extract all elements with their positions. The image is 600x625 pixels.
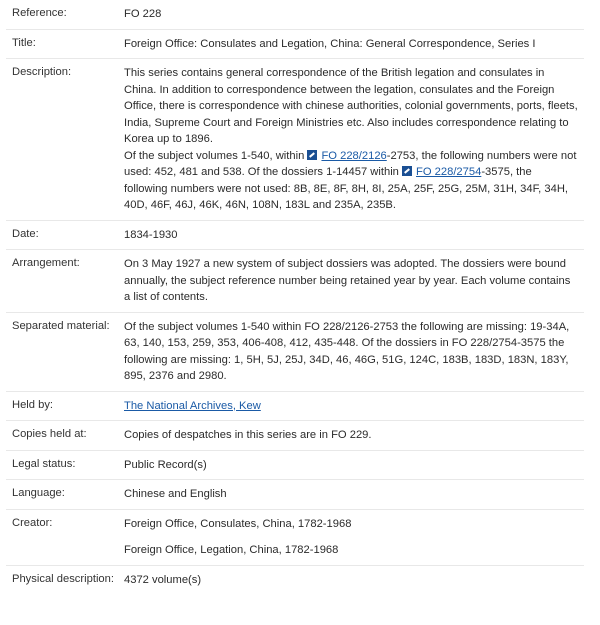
row-title [6, 30, 584, 60]
description-text-a: Of the subject volumes 1-540, within [124, 149, 308, 162]
row-held-by [6, 392, 584, 422]
description-paragraph-1: This series contains general correspondence of the British legation and consulates in China. In addition to correspondence between the legation, consulates and the Foreign Office, there is correspondence with chinese authorities, colonial governments, ports, fleets, India, Supreme Court and Foreign Ministries etc. Also includes correspondence relating to Korea up to 1896. [124, 67, 578, 145]
row-creator [6, 510, 584, 566]
creator-value-1: Foreign Office, Consulates, China, 1782-1968 [124, 517, 352, 530]
creator-value-2: Foreign Office, Legation, China, 1782-1968 [124, 544, 339, 556]
title-label: Title: [12, 36, 36, 49]
copies-held-value: Copies of despatches in this series are in FO 229. [124, 429, 372, 441]
copies-held-label: Copies held at: [12, 428, 87, 440]
arrangement-value: On 3 May 1927 a new system of subject dossiers was adopted. The dossiers were bound annually, the subject reference number being retained year by year. Each volume contains a list of contents. [124, 258, 571, 303]
row-separated-material [6, 313, 584, 392]
external-link-icon [402, 166, 412, 176]
row-arrangement [6, 250, 584, 313]
row-language [6, 480, 584, 510]
description-label: Description: [12, 66, 72, 78]
row-copies-held-at [6, 421, 584, 451]
date-value: 1834-1930 [124, 228, 178, 241]
row-physical-description [6, 566, 584, 595]
record-details-table [6, 0, 584, 594]
description-value [118, 59, 584, 220]
date-label: Date: [12, 227, 39, 240]
held-by-label: Held by: [12, 398, 54, 411]
external-link-icon [307, 150, 317, 160]
title-value: Foreign Office: Consulates and Legation, China: General Correspondence, Series I [124, 37, 536, 50]
physical-description-value: 4372 volume(s) [124, 573, 202, 586]
description-text-b: -2753, the following numbers were not used: 452, 481 and 538. Of the dossiers 1-14457 within [124, 149, 577, 178]
arrangement-label: Arrangement: [12, 257, 80, 269]
reference-value: FO 228 [124, 8, 162, 20]
row-date [6, 221, 584, 251]
legal-status-label: Legal status: [12, 457, 76, 470]
language-label: Language: [12, 487, 65, 499]
row-description [6, 59, 584, 221]
legal-status-value: Public Record(s) [124, 458, 207, 471]
row-legal-status [6, 451, 584, 481]
reference-label: Reference: [12, 7, 67, 19]
separated-material-label: Separated material: [12, 319, 110, 332]
fo-228-2126-link[interactable]: FO 228/2126 [321, 149, 387, 162]
fo-228-2754-link[interactable]: FO 228/2754 [416, 166, 482, 178]
physical-description-label: Physical description: [12, 572, 114, 585]
language-value: Chinese and English [124, 488, 227, 500]
national-archives-link[interactable]: The National Archives, Kew [124, 399, 261, 412]
description-text-c: -3575, the following numbers were not used: 8B, 8E, 8F, 8H, 8I, 25A, 25F, 25G, 25M, 31H, 34F, 34H, 40D, 46F, 46J, 46K, 46N, 108N, 183L and 235A, 235B. [124, 166, 569, 211]
row-reference [6, 0, 584, 30]
creator-label: Creator: [12, 516, 53, 529]
separated-material-value: Of the subject volumes 1-540 within FO 228/2126-2753 the following are missing: 19-34A, 63, 140, 153, 259, 353, 406-408, 412, 435-448. Of the dossiers in FO 228/2754-3575 the following are missing: 1, 5H, 5J, 25J, 34D, 46, 46G, 51G, 124C, 183B, 183D, 183N, 183Y, 895, 2376 and 2980. [124, 320, 570, 382]
